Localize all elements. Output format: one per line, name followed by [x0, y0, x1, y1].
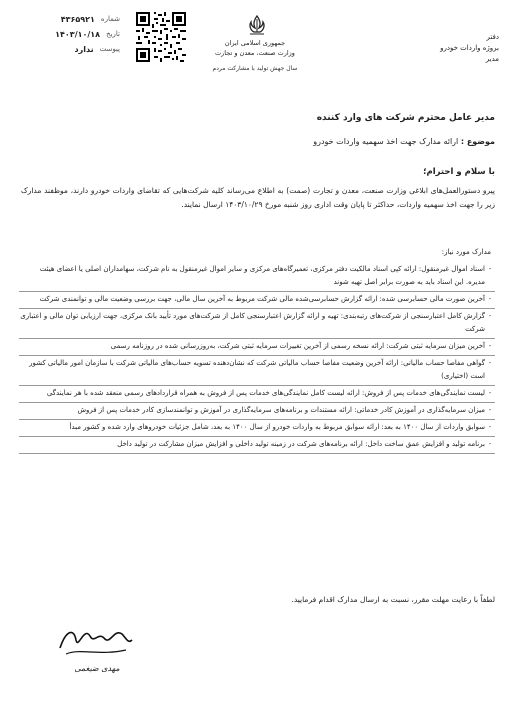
- date-value: ۱۴۰۳/۱۰/۱۸: [55, 30, 101, 39]
- bullet-icon: -: [488, 295, 492, 303]
- bullet-icon: -: [488, 342, 492, 350]
- item-text: میزان سرمایه‌گذاری در آموزش کادر خدماتی: ارائه مستندات و برنامه‌های سرمایه‌گذاری در آموزش و توانمندسازی کادر خدمات پس از فروش: [77, 406, 485, 414]
- ministry-line-1: جمهوری اسلامی ایران: [224, 39, 286, 47]
- list-item: [19, 262, 495, 292]
- list-item: [19, 437, 495, 454]
- bullet-icon: -: [488, 265, 492, 273]
- item-text: گزارش کامل اعتبارسنجی از شرکت‌های رتبه‌بندی: تهیه و ارائه گزارش اعتبارسنجی کامل از شرکت‌های مورد تأیید بانک مرکزی، جهت ارزیابی توان مالی و اعتباری شرکت: [20, 312, 485, 333]
- date-row: [20, 27, 120, 42]
- list-item: [19, 356, 495, 386]
- list-item: [19, 386, 495, 403]
- bullet-icon: -: [488, 312, 492, 320]
- item-text: برنامه تولید و افزایش عمق ساخت داخل: ارائه برنامه‌های شرکت در زمینه تولید داخلی و افزایش میزان مشارکت در تولید داخل: [117, 440, 485, 448]
- qr-code-icon: [136, 12, 186, 62]
- item-text: سوابق واردات از سال ۱۴۰۰ به بعد: ارائه سوابق مربوط به واردات خودرو از سال ۱۴۰۰ به بعد، شامل جزئیات خودروهای وارد شده و کشور مبدأ: [69, 423, 485, 431]
- bullet-icon: -: [488, 389, 492, 397]
- letter-meta: [20, 12, 120, 57]
- office-line-3: مدیر: [485, 55, 499, 63]
- subject-label: موضوع :: [460, 137, 495, 146]
- item-text: گواهی مفاصا حساب مالیاتی: ارائه آخرین وضعیت مفاصا حساب مالیاتی شرکت که نشان‌دهنده تسویه حساب‌های مالیاتی شرکت با سازمان امور مالیاتی کشور است (اختیاری): [29, 359, 485, 380]
- subject-line: [25, 137, 495, 146]
- subject-text: ارائه مدارک جهت اخذ سهمیه واردات خودرو: [313, 137, 459, 146]
- attachment-value: ندارد: [74, 45, 94, 54]
- list-item: [19, 403, 495, 420]
- year-slogan: سال جهش تولید با مشارکت مردم: [212, 65, 298, 72]
- ministry-title: [200, 38, 310, 58]
- intro-paragraph: پیرو دستورالعمل‌های ابلاغی وزارت صنعت، معدن و تجارت (صمت) به اطلاع می‌رساند کلیه شرکت‌هایی که تقاضای واردات خودرو دارند، موظفند مدارک زیر را جهت اخذ سهمیه واردات، حداکثر تا پایان وقت اداری روز شنبه مورخ ۱۴۰۳/۱۰/۲۹ ارسال نمایند.: [21, 186, 495, 209]
- list-item: [19, 339, 495, 356]
- bullet-icon: -: [488, 406, 492, 414]
- item-text: آخرین صورت مالی حسابرسی شده: ارائه گزارش حسابرسی‌شده مالی شرکت مربوط به آخرین سال مالی، جهت بررسی وضعیت مالی و توانمندی شرکت: [39, 295, 485, 303]
- addressee: مدیر عامل محترم شرکت های وارد کننده: [316, 113, 495, 123]
- list-item: [19, 420, 495, 437]
- attachment-row: [20, 42, 120, 57]
- bullet-icon: -: [488, 423, 492, 431]
- list-item: [19, 309, 495, 339]
- requirements-list: [19, 262, 495, 454]
- item-text: اسناد اموال غیرمنقول: ارائه کپی اسناد مالکیت دفتر مرکزی، تعمیرگاه‌های مرکزی و سایر اموال غیرمنقول به نام شرکت، سهامداران اصلی یا اعضای هیئت مدیره. این اسناد باید به صورت برابر اصل تهیه شوند: [39, 265, 485, 286]
- date-label: تاریخ: [106, 30, 120, 38]
- requirements-title: مدارک مورد نیاز:: [441, 248, 491, 256]
- office-line-2: بروژه واردات خودرو: [440, 44, 499, 52]
- ministry-line-2: وزارت صنعت، معدن و تجارت: [215, 49, 295, 57]
- bullet-icon: -: [488, 359, 492, 367]
- number-label: شماره: [100, 15, 120, 23]
- signature-icon: [56, 618, 136, 662]
- signatory-name: مهدی ضیغمی: [74, 664, 120, 673]
- office-block: [379, 32, 499, 65]
- closing-line: لطفاً با رعایت مهلت مقرر، نسبت به ارسال مدارک اقدام فرمایید.: [291, 595, 495, 604]
- attachment-label: پیوست: [99, 45, 120, 53]
- iran-emblem-icon: [244, 14, 270, 36]
- office-line-1: دفتر: [486, 33, 499, 41]
- greeting: با سلام و احترام؛: [423, 167, 495, 177]
- item-text: آخرین میزان سرمایه ثبتی شرکت: ارائه نسخه رسمی از آخرین تغییرات سرمایه ثبتی شرکت، به‌روزرسانی شده در روزنامه رسمی: [110, 342, 485, 350]
- item-text: لیست نمایندگی‌های خدمات پس از فروش: ارائه لیست کامل نمایندگی‌های خدمات پس از فروش به همراه قراردادهای رسمی منعقد شده با هر نمایندگی: [46, 389, 485, 397]
- list-item: [19, 292, 495, 309]
- number-row: [20, 12, 120, 27]
- number-value: ۴۳۶۵۹۲۱: [60, 15, 95, 24]
- bullet-icon: -: [488, 440, 492, 448]
